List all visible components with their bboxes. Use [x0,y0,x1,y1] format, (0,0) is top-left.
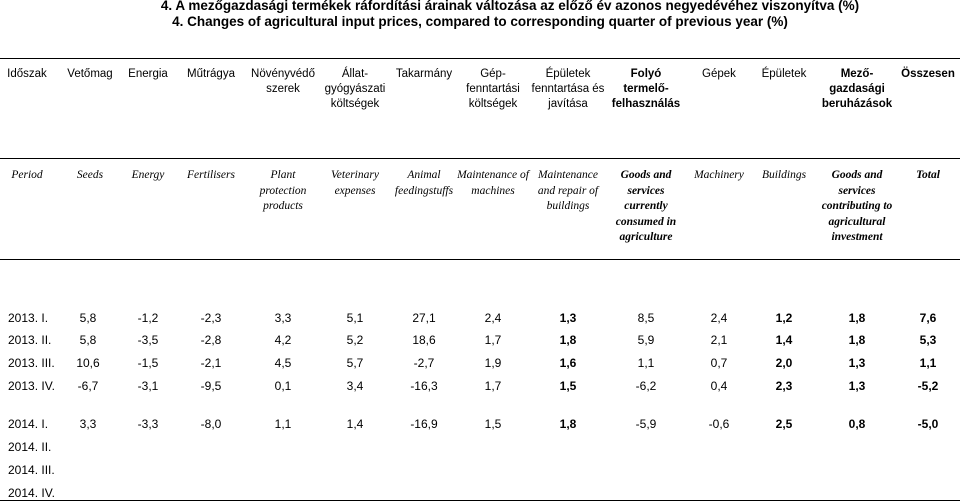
value-cell: 5,3 [919,333,937,347]
header-middle-rule [0,158,960,159]
value-cell: 0,7 [710,356,728,370]
col-header-hu: Energia [128,68,168,80]
header-top-rule [0,58,960,59]
value-cell: 5,2 [346,333,364,347]
value-cell: -3,3 [137,417,159,431]
value-cell: 1,7 [484,333,502,347]
col-header-en: Animal feedingstuffs [394,169,454,197]
value-cell: -1,5 [137,356,159,370]
col-header-hu: Időszak [7,68,47,80]
col-header-hu: Gépek [702,68,736,80]
value-cell: 1,2 [775,311,793,325]
value-cell: 1,1 [274,417,292,431]
value-cell: 7,6 [919,311,937,325]
col-header-en: Goods and services currently consumed in agriculture [615,169,677,243]
value-cell: -16,9 [410,417,438,431]
col-header-hu: Összesen [901,68,955,80]
value-cell: 0,4 [710,379,728,393]
value-cell: 2,1 [710,333,728,347]
value-cell: -6,2 [635,379,657,393]
value-cell: 2,4 [710,311,728,325]
col-header-en: Buildings [761,169,807,181]
value-cell: -9,5 [200,379,222,393]
value-cell: 1,5 [484,417,502,431]
value-cell: 5,7 [346,356,364,370]
value-cell: 1,3 [848,379,866,393]
value-cell: 1,5 [559,379,577,393]
value-cell: -2,7 [413,356,435,370]
value-cell: -5,0 [917,417,939,431]
col-header-hu: Épületek [761,68,807,80]
table-title-en: 4. Changes of agricultural input prices, compared to corresponding quarter of previous year (%) [172,14,788,29]
value-cell: -2,1 [200,356,222,370]
value-cell: 1,8 [848,311,866,325]
value-cell: -8,0 [200,417,222,431]
col-header-hu: Épületek fenntartása és javítása [531,68,605,110]
period-cell: 2014. II. [8,440,52,454]
value-cell: 2,0 [775,356,793,370]
value-cell: -1,2 [137,311,159,325]
col-header-en: Total [916,169,940,181]
value-cell: 0,1 [274,379,292,393]
col-header-en: Maintenance of machines [457,169,529,197]
col-header-hu: Mező-gazdasági beruházások [821,68,893,110]
period-cell: 2013. I. [8,311,49,325]
col-header-en: Period [11,169,43,181]
value-cell: 4,2 [274,333,292,347]
value-cell: -16,3 [410,379,438,393]
period-cell: 2013. IV. [8,379,55,393]
value-cell: 5,8 [79,311,97,325]
value-cell: 0,8 [848,417,866,431]
value-cell: -5,2 [917,379,939,393]
value-cell: 1,8 [559,417,577,431]
table-title-hu: 4. A mezőgazdasági termékek ráfordítási árainak változása az előző év azonos negyedévéhez viszonyítva (%) [160,0,860,13]
value-cell: 1,8 [559,333,577,347]
value-cell: -2,3 [200,311,222,325]
value-cell: 3,3 [79,417,97,431]
header-bottom-rule [0,259,960,260]
col-header-en: Fertilisers [187,169,235,181]
value-cell: 10,6 [76,356,100,370]
value-cell: 1,4 [775,333,793,347]
value-cell: 3,3 [274,311,292,325]
col-header-en: Goods and services contributing to agricultural investment [821,169,893,243]
value-cell: -2,8 [200,333,222,347]
value-cell: 1,6 [559,356,577,370]
value-cell: 18,6 [412,333,436,347]
col-header-en: Machinery [694,169,744,181]
value-cell: -3,5 [137,333,159,347]
value-cell: 1,3 [848,356,866,370]
value-cell: 27,1 [412,311,436,325]
value-cell: -5,9 [635,417,657,431]
value-cell: 1,1 [637,356,655,370]
value-cell: -3,1 [137,379,159,393]
period-cell: 2013. II. [8,333,52,347]
value-cell: -6,7 [77,379,99,393]
value-cell: 8,5 [637,311,655,325]
value-cell: 4,5 [274,356,292,370]
col-header-en: Seeds [76,169,104,181]
value-cell: 1,3 [559,311,577,325]
value-cell: 5,9 [637,333,655,347]
value-cell: 5,8 [79,333,97,347]
value-cell: -0,6 [708,417,730,431]
col-header-hu: Műtrágya [187,68,235,80]
col-header-hu: Növényvédő szerek [251,68,315,95]
value-cell: 2,5 [775,417,793,431]
col-header-en: Plant protection products [259,169,307,212]
value-cell: 1,1 [919,356,937,370]
value-cell: 1,9 [484,356,502,370]
col-header-en: Veterinary expenses [331,169,379,197]
period-cell: 2014. IV. [8,486,55,500]
col-header-hu: Gép-fenntartási költségek [466,68,520,110]
col-header-hu: Vetőmag [67,68,113,80]
col-header-en: Maintenance and repair of buildings [537,169,599,212]
value-cell: 2,3 [775,379,793,393]
value-cell: 1,8 [848,333,866,347]
col-header-en: Energy [131,169,165,181]
period-cell: 2013. III. [8,356,55,370]
col-header-hu: Állat-gyógyászati költségek [324,68,386,110]
period-cell: 2014. III. [8,463,55,477]
value-cell: 1,7 [484,379,502,393]
value-cell: 1,4 [346,417,364,431]
value-cell: 2,4 [484,311,502,325]
period-cell: 2014. I. [8,417,49,431]
col-header-hu: Folyó termelő-felhasználás [611,68,681,110]
value-cell: 3,4 [346,379,364,393]
col-header-hu: Takarmány [395,68,453,80]
value-cell: 5,1 [346,311,364,325]
